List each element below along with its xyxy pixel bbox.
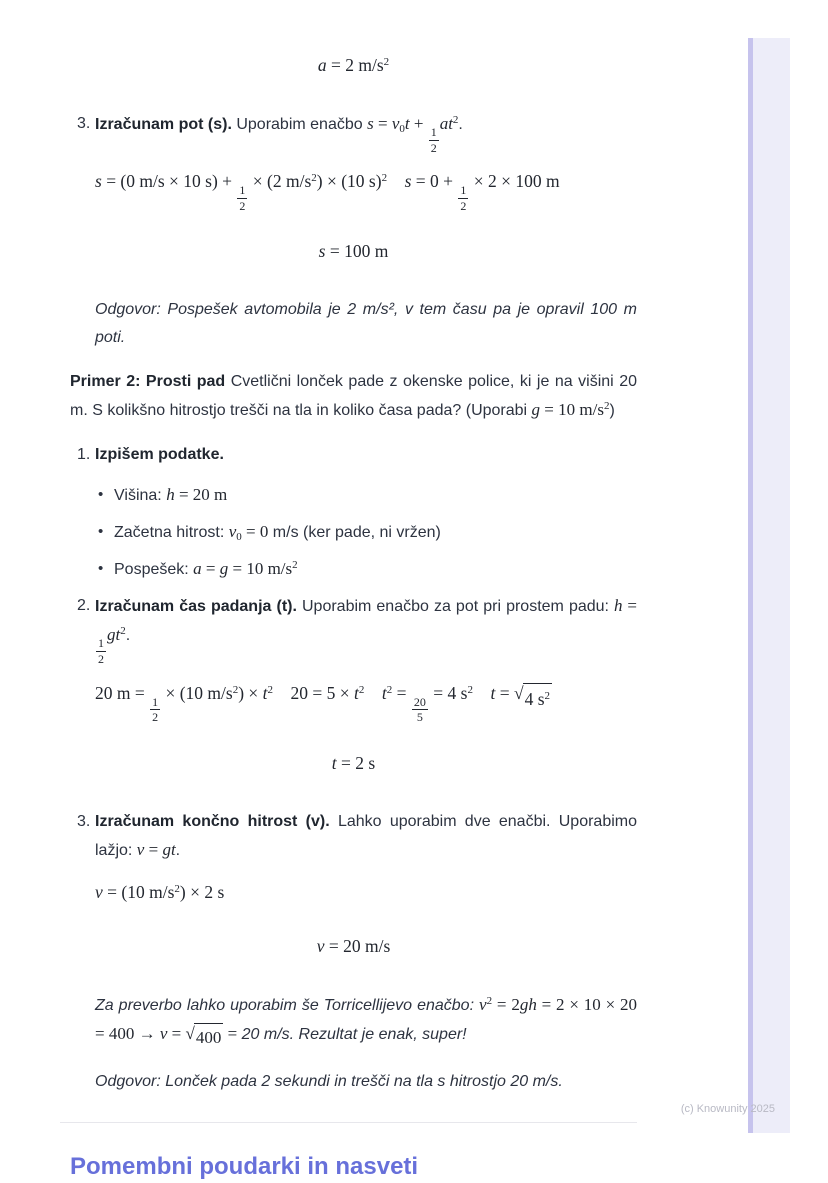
copyright-notice: (c) Knowunity 2025 (680, 1103, 775, 1115)
step-3-distance (70, 110, 637, 154)
list-item-text: Izračunam končno hitrost (v). Lahko uporabim dve enačbi. Uporabimo lažjo: v = gt. (95, 812, 638, 859)
list-item-text: Začetna hitrost: $v_0 = 0$ m/s (ker pade, ni vržen) (114, 522, 441, 544)
list-number: 2. (77, 597, 91, 615)
step-3-final-velocity (70, 808, 637, 865)
equation-acceleration-result: a = 2 $m/s^2$ (317, 55, 390, 75)
section-heading: Pomembni poudarki in nasveti (70, 1152, 419, 1180)
inline-math: $s = v_0t$ + $\frac{1}{2}$ $at^2$ (367, 114, 459, 155)
list-number: 3. (77, 812, 91, 830)
inline-math: g = 10 $m/s^2$ (531, 400, 610, 420)
equation-time-work: 20 m = $\frac{1}{2}$ × (10 $m/s^2) \times t^2$ $20 = 5 \times t^2$ $t^2$ = $\frac{20}{5}$ = 4 $s^2$ t = √ 4 $s^2$ (95, 682, 551, 725)
bullet-icon: • (98, 523, 104, 541)
equation-distance-result: s = 100 m (318, 241, 389, 262)
equation-time-result: t = 2 s (331, 752, 376, 773)
step-2-fall-time (70, 592, 637, 665)
list-item-text: Izpišem podatke. (95, 446, 224, 464)
list-item-text: Izračunam pot (s). Uporabim enačbo $s = v_0t$ + $\frac{1}{2}$ $at^2$. (95, 114, 463, 155)
data-acceleration (95, 555, 637, 584)
list-item-text: Višina: h = 20 m (114, 485, 228, 505)
torricelli-check: Za preverbo lahko uporabim še Torricellijevo enačbo: $v^2 = 2gh = 2 \times 10 \times 20 = 400 \to v$ = √ 400 = 20 m/s. Rezultat je enak, super! (95, 991, 637, 1052)
list-number: 3. (77, 115, 91, 132)
list-number: 1. (77, 446, 91, 464)
bullet-icon: • (98, 486, 104, 504)
answer-example-1: Odgovor: Pospešek avtomobila je 2 m/s², v tem času pa je opravil 100 m poti. (95, 301, 637, 347)
inline-math: h = $\frac{1}{2}$ $gt^2$ (98, 596, 638, 666)
bullet-icon: • (98, 560, 104, 578)
inline-math: v = gt (136, 839, 176, 859)
inline-math: $v_0 = 0$ (228, 522, 269, 544)
next-page-edge[interactable] (748, 38, 790, 1133)
inline-math: h = 20 m (166, 485, 228, 505)
list-item-text: Pospešek: a = g = 10 $m/s^2$ (114, 559, 298, 579)
equation-distance-work: s = (0 m/s × 10 s) + $\frac{1}{2}$ × (2 $m/s^2) \times (10$ s)$^2$ s = 0 + $\frac{1}{2}$ × 2 × 100 m (95, 171, 560, 213)
data-initial-velocity (95, 518, 637, 547)
equation-velocity-result: v = 20 m/s (316, 935, 391, 956)
example-2-statement: Primer 2: Prosti pad Cvetlični lonček pade z okenske police, ki je na višini 20 m. S kolikšno hitrostjo trešči na tla in koliko časa pada? (Uporabi g = 10 $m/s^2$) (70, 373, 638, 420)
inline-math: $v^2 = 2gh = 2 \times 10 \times 20 = 400 \to v$ = √ 400 = (95, 995, 637, 1043)
inline-math: a = g = 10 $m/s^2$ (193, 559, 298, 579)
data-height (95, 481, 637, 510)
answer-example-2: Odgovor: Lonček pada 2 sekundi in trešči na tla s hitrostjo 20 m/s. (95, 1072, 563, 1090)
section-divider (60, 1122, 637, 1123)
list-item-text: Izračunam čas padanja (t). Uporabim enačbo za pot pri prostem padu: h = $\frac{1}{2}$ $gt^2$. (95, 596, 638, 666)
document-content (70, 50, 637, 1183)
equation-velocity-work: v = (10 $m/s^2) \times 2$ s (95, 881, 225, 902)
step-1-data (70, 441, 637, 469)
